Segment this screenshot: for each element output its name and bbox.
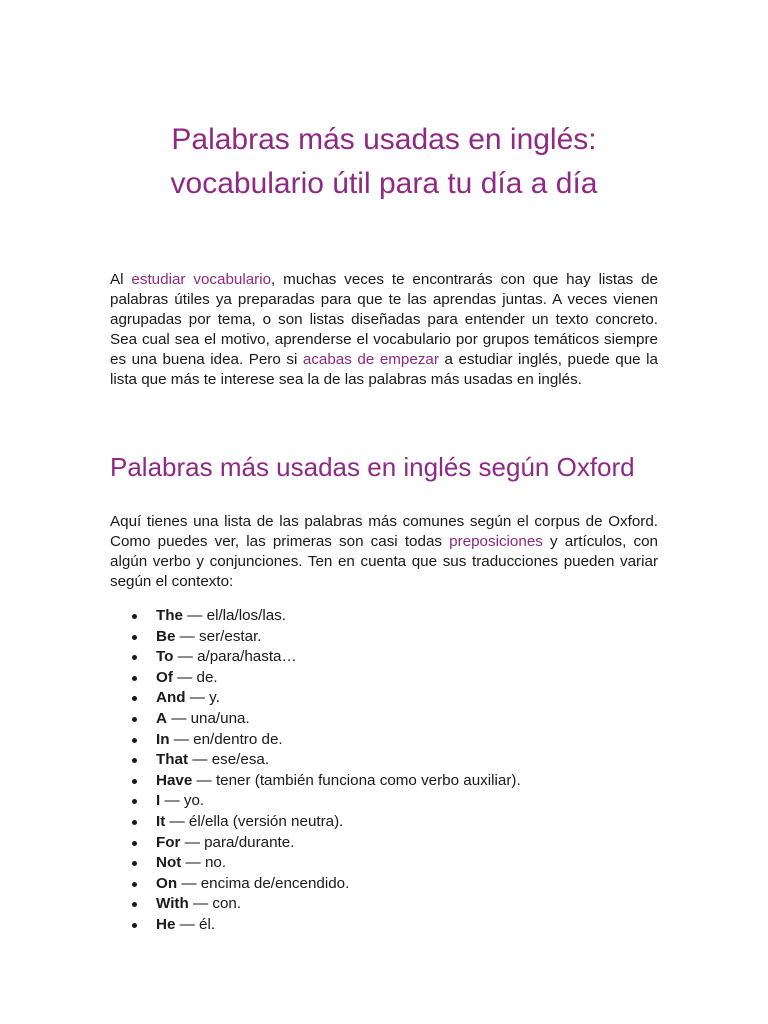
word: It [156, 812, 166, 830]
intro-paragraph [110, 270, 658, 390]
page-title [110, 118, 658, 206]
meaning: — a/para/hasta… [173, 648, 297, 666]
meaning: — yo. [160, 792, 205, 810]
meaning: — para/durante. [180, 833, 295, 851]
meaning: — y. [185, 689, 220, 707]
word: Have [156, 771, 193, 789]
word: Of [156, 668, 173, 686]
list-item [110, 647, 521, 668]
meaning: — no. [181, 854, 227, 872]
title-line-1: Palabras más usadas en inglés: [171, 123, 597, 156]
word: Not [156, 854, 182, 872]
intro-text-2: , muchas veces te encontrarás con que hay listas de palabras útiles ya preparadas para que te las aprendas juntas. A veces vienen agrupadas por tema, o son listas diseñadas para entender un texto concreto. Sea cual sea el motivo, aprenderse el vocabulario por grupos temáticos siempre es una buena idea. Pero si [110, 271, 658, 368]
list-item [110, 915, 521, 936]
link-estudiar-vocabulario[interactable]: estudiar vocabulario [131, 271, 272, 288]
list-item [110, 874, 521, 895]
meaning: — una/una. [166, 709, 250, 727]
meaning: — tener (también funciona como verbo auxiliar). [192, 771, 521, 789]
list-item [110, 894, 521, 915]
word: He [156, 915, 176, 933]
word: On [156, 874, 178, 892]
intro-text-3: a estudiar inglés, puede que la lista que más te interese sea la de las palabras más usadas en inglés. [110, 351, 658, 388]
meaning: — de. [172, 668, 218, 686]
word: That [156, 751, 189, 769]
meaning: — ese/esa. [188, 751, 270, 769]
list-item [110, 833, 521, 854]
title-line-2: vocabulario útil para tu día a día [170, 167, 598, 200]
intro-text-1: Al [110, 271, 132, 288]
meaning: — en/dentro de. [169, 730, 283, 748]
word: In [156, 730, 170, 748]
meaning: — él. [175, 915, 216, 933]
list-item [110, 730, 521, 751]
list-item [110, 709, 521, 730]
word: And [156, 689, 186, 707]
word: To [156, 648, 174, 666]
list-item [110, 750, 521, 771]
word-list [110, 606, 521, 936]
word: For [156, 833, 181, 851]
meaning: — con. [188, 895, 242, 913]
link-acabas-de-empezar[interactable]: acabas de empezar [302, 351, 439, 368]
word: I [156, 792, 161, 810]
word: The [156, 607, 184, 624]
list-item [110, 771, 521, 792]
section-heading: Palabras más usadas en inglés según Oxford [110, 452, 635, 482]
link-preposiciones[interactable]: preposiciones [449, 533, 543, 550]
word: A [156, 709, 167, 727]
section-paragraph [110, 512, 658, 592]
word: Be [156, 627, 176, 645]
meaning: — encima de/encendido. [177, 874, 350, 892]
list-item [110, 627, 521, 648]
list-item [110, 688, 521, 709]
section-text-1: Aquí tienes una lista de las palabras más comunes según el corpus de Oxford. Como puedes ver, las primeras son casi todas [110, 513, 658, 550]
list-item [110, 606, 521, 627]
meaning: — ser/estar. [175, 627, 262, 645]
section-text-2: y artículos, con algún verbo y conjunciones. Ten en cuenta que sus traducciones pueden variar según el contexto: [110, 533, 658, 590]
list-item [110, 853, 521, 874]
list-item [110, 812, 521, 833]
meaning: — el/la/los/las. [183, 607, 286, 624]
list-item [110, 791, 521, 812]
meaning: — él/ella (versión neutra). [165, 812, 344, 830]
word: With [156, 895, 189, 913]
list-item [110, 668, 521, 689]
